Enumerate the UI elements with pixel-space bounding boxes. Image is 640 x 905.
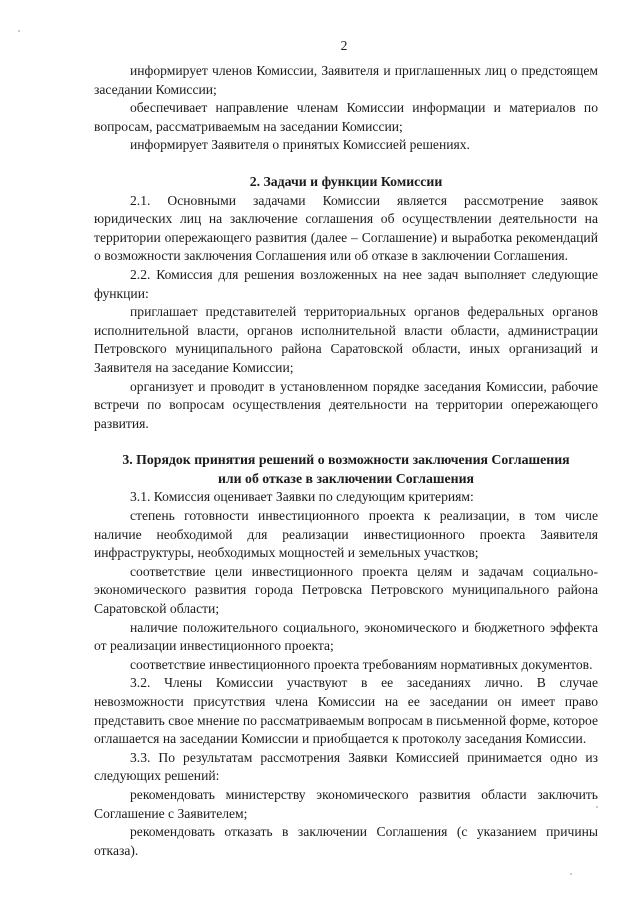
paragraph: информирует Заявителя о принятых Комиссией решениях. — [130, 137, 470, 153]
spacer — [94, 433, 598, 451]
spacer — [94, 155, 598, 173]
section-heading-line: или об отказе в заключении Соглашения — [217, 470, 475, 486]
paragraph: обеспечивает направление членам Комиссии информации и материалов по вопросам, рассматриваемым на заседании Комиссии; — [94, 100, 598, 134]
page-number: 2 — [340, 38, 348, 53]
paragraph: рекомендовать отказать в заключении Соглашения (с указанием причины отказа). — [94, 824, 598, 858]
document-body — [94, 62, 598, 860]
scan-speck — [570, 873, 572, 875]
paragraph: организует и проводит в установленном порядке заседания Комиссии, рабочие встречи по вопросам осуществления деятельности на территории опережающего развития. — [94, 378, 598, 431]
paragraph: соответствие цели инвестиционного проекта целям и задачам социально-экономического развития города Петровска Петровского муниципального района Саратовской области; — [94, 563, 598, 617]
paragraph: степень готовности инвестиционного проекта к реализации, в том числе наличие необходимой для реализации инвестиционного проекта Заявителя инфраструктуры, необходимых мощностей и земельных участков; — [94, 508, 598, 561]
section-heading-line: 3. Порядок принятия решений о возможности заключения Соглашения — [122, 452, 570, 468]
paragraph: соответствие инвестиционного проекта требованиям нормативных документов. — [130, 656, 593, 672]
section-heading: 2. Задачи и функции Комиссии — [249, 173, 443, 189]
paragraph: 3.2. Члены Комиссии участвуют в ее заседаниях лично. В случае невозможности присутствия члена Комиссии на ее заседании он имеет право представить свое мнение по рассматриваемым вопросам в письменной форме, которое оглашается на заседании Комиссии и приобщается к протоколу заседания Комиссии. — [94, 675, 599, 747]
paragraph: информирует членов Комиссии, Заявителя и приглашенных лиц о предстоящем заседании Комиссии; — [94, 63, 598, 97]
paragraph: приглашает представителей территориальных органов федеральных органов исполнительной власти, органов исполнительной власти области, администрации Петровского муниципального района Саратовской области, иных организаций и Заявителя на заседание Комиссии; — [94, 304, 598, 375]
paragraph: 3.3. По результатам рассмотрения Заявки Комиссией принимается одно из следующих решений: — [94, 749, 598, 784]
paragraph: 3.1. Комиссия оценивает Заявки по следующим критериям: — [130, 489, 474, 505]
scan-speck — [18, 30, 20, 32]
scan-speck — [596, 806, 598, 808]
paragraph: 2.2. Комиссия для решения возложенных на нее задач выполняет следующие функции: — [94, 266, 598, 301]
paragraph: 2.1. Основными задачами Комиссии является рассмотрение заявок юридических лиц на заключение соглашения об осуществлении деятельности на территории опережающего развития (далее – Соглашение) и выработка рекомендаций о возможности заключения Соглашения или об отказе в заключении Соглашения. — [94, 192, 598, 264]
paragraph: рекомендовать министерству экономического развития области заключить Соглашение с Заявителем; — [94, 786, 598, 821]
paragraph: наличие положительного социального, экономического и бюджетного эффекта от реализации инвестиционного проекта; — [94, 619, 598, 654]
